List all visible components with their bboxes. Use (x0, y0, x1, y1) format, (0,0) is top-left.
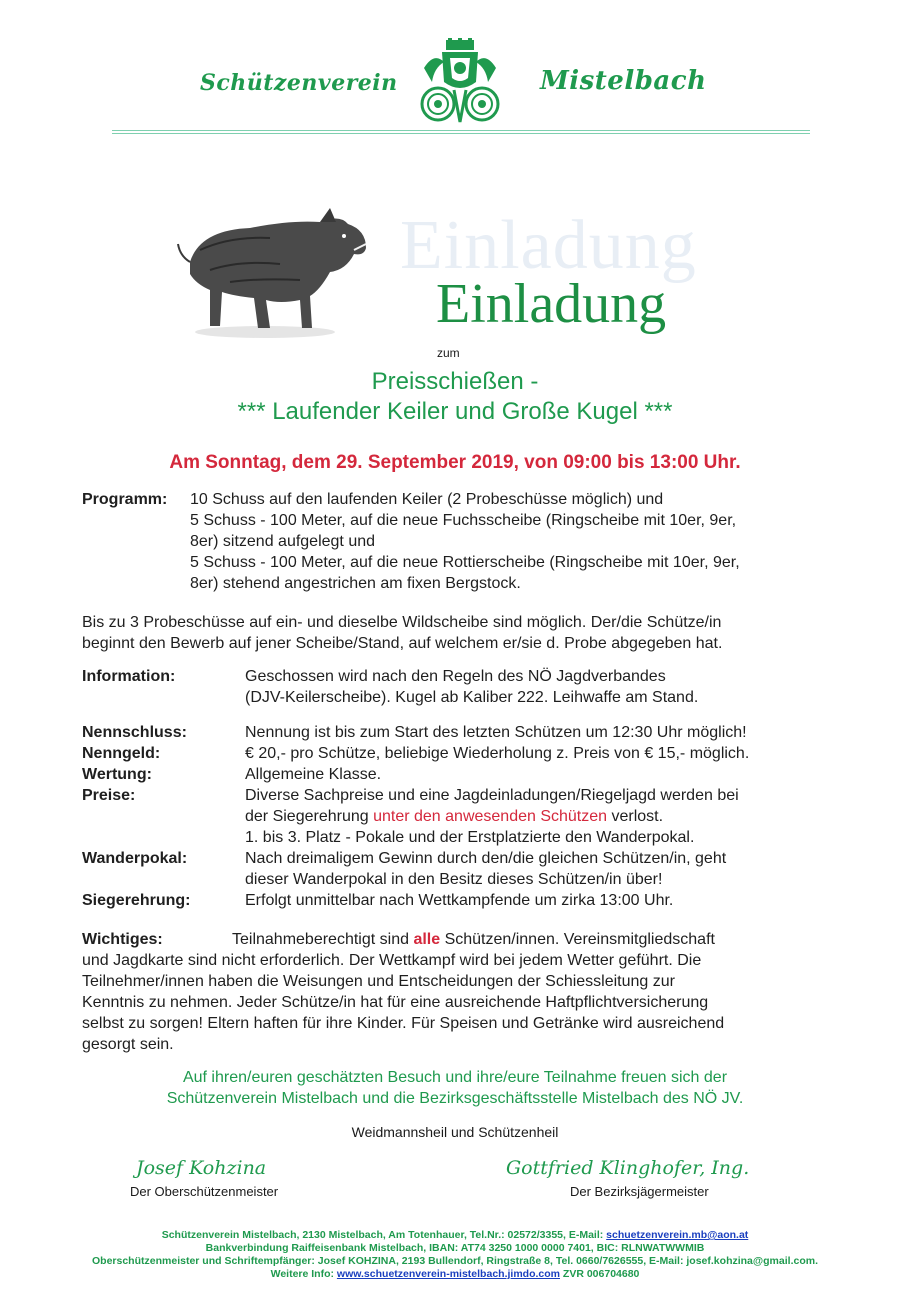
probe-line-1: Bis zu 3 Probeschüsse auf ein- und dieselbe Wildscheibe sind möglich. Der/die Schütze/in (82, 614, 722, 631)
wanderpokal-line-2: dieser Wanderpokal in den Besitz dieses Schützen/in über! (245, 871, 663, 888)
wichtiges-line-1-end: Schützen/innen. Vereinsmitgliedschaft (440, 931, 715, 948)
wanderpokal-label: Wanderpokal: (82, 850, 188, 867)
closing-line-1: Auf ihren/euren geschätzten Besuch und ihre/eure Teilnahme freuen sich der (182, 1069, 728, 1086)
footer-address: Schützenverein Mistelbach, 2130 Mistelbach, Am Totenhauer, Tel.Nr.: 02572/3355, E-Mail: (161, 1229, 607, 1241)
preise-line-3: 1. bis 3. Platz - Pokale und der Erstplatzierte den Wanderpokal. (245, 829, 695, 846)
preise-line-2 (245, 806, 663, 827)
programm-line-1: 10 Schuss auf den laufenden Keiler (2 Probeschüsse möglich) und (190, 491, 664, 508)
programm-line-2: 5 Schuss - 100 Meter, auf die neue Fuchsscheibe (Ringscheibe mit 10er, 9er, (190, 512, 737, 529)
wichtiges-label: Wichtiges: (82, 931, 163, 948)
siegerehrung-text: Erfolgt unmittelbar nach Wettkampfende um zirka 13:00 Uhr. (245, 892, 674, 909)
programm-label: Programm: (82, 491, 168, 508)
event-title: Preisschießen - (371, 368, 539, 395)
signature-left-role: Der Oberschützenmeister (130, 1184, 279, 1199)
signature-left: Josef Kohzina (136, 1157, 267, 1179)
event-date: Am Sonntag, dem 29. September 2019, von 09:00 bis 13:00 Uhr. (169, 452, 741, 473)
closing-line-2: Schützenverein Mistelbach und die Bezirksgeschäftsstelle Mistelbach des NÖ JV. (166, 1090, 744, 1107)
event-subtitle: *** Laufender Keiler und Große Kugel *** (237, 398, 673, 425)
page-title: Einladung (436, 273, 667, 335)
siegerehrung-label: Siegerehrung: (82, 892, 191, 909)
programm-line-3: 8er) sitzend aufgelegt und (190, 533, 376, 550)
wichtiges-line-5: selbst zu sorgen! Eltern haften für ihre Kinder. Für Speisen und Getränke wird ausreichend (82, 1015, 725, 1032)
wichtiges-line-6: gesorgt sein. (82, 1036, 174, 1053)
programm-line-5: 8er) stehend angestrichen am fixen Bergstock. (190, 575, 521, 592)
footer-zvr: ZVR 006704680 (560, 1268, 640, 1280)
preise-label: Preise: (82, 787, 136, 804)
preise-line-2-end: verlost. (607, 808, 664, 825)
footer-line-1 (0, 1229, 910, 1242)
nennschluss-text: Nennung ist bis zum Start des letzten Schützen um 12:30 Uhr möglich! (245, 724, 747, 741)
watermark-text: Einladung (400, 207, 697, 284)
wertung-text: Allgemeine Klasse. (245, 766, 382, 783)
signature-right-role: Der Bezirksjägermeister (570, 1184, 709, 1199)
nennschluss-label: Nennschluss: (82, 724, 187, 741)
signature-right: Gottfried Klinghofer, Ing. (506, 1157, 750, 1179)
preise-line-2-start: der Siegerehrung (245, 808, 374, 825)
footer-info-label: Weitere Info: (270, 1268, 337, 1280)
greeting: Weidmannsheil und Schützenheil (351, 1124, 559, 1140)
programm-line-4: 5 Schuss - 100 Meter, auf die neue Rottierscheibe (Ringscheibe mit 10er, 9er, (190, 554, 740, 571)
footer-email-link[interactable]: schuetzenverein.mb@aon.at (606, 1229, 749, 1241)
wichtiges-line-1-start: Teilnahmeberechtigt sind (232, 931, 414, 948)
wichtiges-line-3: Teilnehmer/innen haben die Weisungen und Entscheidungen der Schiessleitung zur (82, 973, 675, 990)
zum-word: zum (437, 346, 460, 360)
club-name-right: Mistelbach (540, 66, 707, 96)
club-crest-logo (414, 38, 506, 126)
wichtiges-line-2: und Jagdkarte sind nicht erforderlich. Der Wettkampf wird bei jedem Wetter geführt. Die (82, 952, 702, 969)
wichtiges-line-1 (232, 929, 715, 950)
information-label: Information: (82, 668, 176, 685)
footer-line-2: Bankverbindung Raiffeisenbank Mistelbach, IBAN: AT74 3250 1000 0000 7401, BIC: RLNWATWWMIB (205, 1242, 705, 1254)
club-name-left: Schützenverein (200, 70, 398, 96)
preise-highlight: unter den anwesenden Schützen (373, 808, 608, 825)
nenngeld-label: Nenngeld: (82, 745, 161, 762)
wertung-label: Wertung: (82, 766, 152, 783)
wild-boar-illustration (170, 200, 370, 345)
wichtiges-line-4: Kenntnis zu nehmen. Jeder Schütze/in hat für eine ausreichende Haftpflichtversicherung (82, 994, 709, 1011)
information-line-1: Geschossen wird nach den Regeln des NÖ Jagdverbandes (245, 668, 666, 685)
wichtiges-highlight: alle (413, 931, 441, 948)
header-divider (112, 130, 810, 134)
nenngeld-text: € 20,- pro Schütze, beliebige Wiederholung z. Preis von € 15,- möglich. (245, 745, 750, 762)
footer-line-3: Oberschützenmeister und Schriftempfänger: Josef KOHZINA, 2193 Bullendorf, Ringstraße 8, Tel. 0660/7626555, E-Mail: josef.kohzina@gmail.com. (92, 1255, 818, 1267)
information-line-2: (DJV-Keilerscheibe). Kugel ab Kaliber 222. Leihwaffe am Stand. (245, 689, 699, 706)
preise-line-1: Diverse Sachpreise und eine Jagdeinladungen/Riegeljagd werden bei (245, 787, 739, 804)
probe-line-2: beginnt den Bewerb auf jener Scheibe/Stand, auf welchem er/sie d. Probe abgegeben hat. (82, 635, 723, 652)
footer-line-4 (0, 1268, 910, 1281)
footer-website-link[interactable]: www.schuetzenverein-mistelbach.jimdo.com (336, 1268, 560, 1280)
wanderpokal-line-1: Nach dreimaligem Gewinn durch den/die gleichen Schützen/in, geht (245, 850, 727, 867)
